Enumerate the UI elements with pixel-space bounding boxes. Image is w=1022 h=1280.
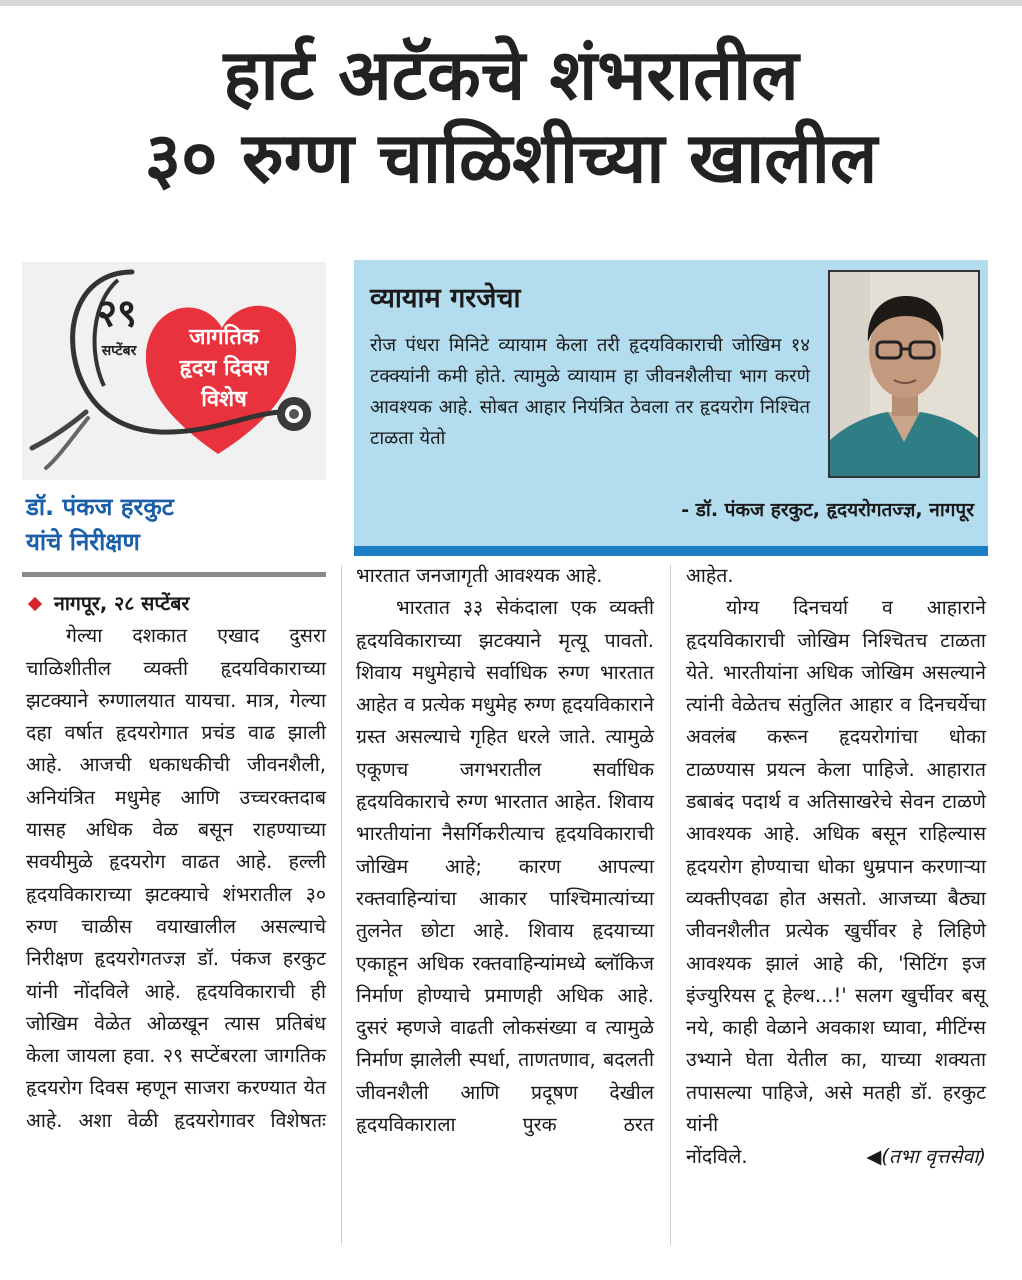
headline (20, 34, 1002, 199)
logo-title-line: जागतिक (189, 325, 259, 350)
article-column-2 (356, 560, 654, 1141)
section-label-line-2: यांचे निरीक्षण (26, 527, 140, 556)
doctor-portrait-image (830, 272, 978, 476)
logo-date-month: सप्टेंबर (101, 343, 137, 359)
info-box-signature: - डॉ. पंकज हरकुट, हृदयरोगतज्ज्ञ, नागपूर (681, 499, 974, 521)
headline-line-1: हार्ट अटॅकचे शंभरातील (223, 34, 799, 116)
dateline (26, 588, 326, 620)
dateline-text: नागपूर, २८ सप्टेंबर (54, 592, 190, 615)
info-box-title: व्यायाम गरजेचा (370, 283, 521, 314)
section-divider (22, 572, 326, 577)
article-paragraph: भारतात ३३ सेकंदाला एक व्यक्ती हृदयविकाराच्या झटक्याने मृत्यू पावतो. शिवाय मधुमेहाचे सर्वाधिक रुग्ण भारतात आहेत व प्रत्येक मधुमेह रुग्ण हृदयविकाराने ग्रस्त असल्याचे गृहित धरले जाते. त्यामुळे एकूणच जगभरातील सर्वाधिक हृदयविकाराचे रुग्ण भारतात आहेत. शिवाय भारतीयांना नैसर्गिकरीत्याच हृदयविकाराची जोखिम आहे; कारण आपल्या रक्तवाहिन्यांचा आकार पाश्चिमात्यांच्या तुलनेत छोटा आहे. शिवाय हृदयाच्या एकाहून अधिक रक्तवाहिन्यांमध्ये ब्लॉकिज निर्माण होण्याचे प्रमाणही अधिक आहे. दुसरं म्हणजे वाढती लोकसंख्या व त्यामुळे निर्माण झालेली स्पर्धा, ताणतणाव, बदलती जीवनशैली आणि प्रदूषण देखील हृदयविकाराला पुरक ठरत (356, 596, 654, 1137)
column-separator (670, 565, 671, 1245)
news-service-credit: ◀(तभा वृत्तसेवा) (866, 1145, 986, 1169)
article-column-1 (26, 588, 326, 1137)
article-paragraph: योग्य दिनचर्या व आहाराने हृदयविकाराची जोखिम निश्चितच टाळता येते. भारतीयांना अधिक जोखिम असल्याने त्यांनी वेळेतच संतुलित आहार व दिनचर्येचा अवलंब करून हृदयरोगांचा धोका टाळण्यास प्रयत्न केला पाहिजे. आहारात डबाबंद पदार्थ व अतिसाखरेचे सेवन टाळणे आवश्यक आहे. अधिक बसून राहिल्यास हृदयरोग होण्याचा धोका धुम्रपान करणाऱ्या व्यक्तीएवढा होत असतो. आजच्या बैठ्या जीवनशैलीत प्रत्येक खुर्चीवर हे लिहिणे आवश्यक झालं आहे की, 'सिटिंग इज इंज्युरियस टू हेल्थ...!' सलग खुर्चीवर बसू नये, काही वेळाने अवकाश घ्यावा, मीटिंग्स उभ्याने घेता येतील का, याच्या शक्यता तपासल्या पाहिजे, असे मतही डॉ. हरकुट यांनी (686, 596, 986, 1137)
article-column-3 (686, 560, 986, 1174)
article-end-text: नोंदविले. (686, 1145, 748, 1169)
column-separator (341, 565, 342, 1245)
article-paragraph-lead: भारतात जनजागृती आवश्यक आहे. (356, 564, 603, 587)
headline-line-2: ३० रुग्ण चाळिशीच्या खालील (144, 116, 878, 199)
section-label (26, 490, 326, 560)
logo-date-number: २९ (97, 291, 137, 335)
article-end-line (686, 1141, 986, 1173)
info-box-body: रोज पंधरा मिनिटे व्यायाम केला तरी हृदयविकाराची जोखिम १४ टक्क्यांनी कमी होते. त्यामुळे व्यायाम हा जीवनशैलीचा भाग करणे आवश्यक आहे. सोबत आहार नियंत्रित ठेवला तर हृदयरोग निश्चित टाळता येतो (370, 335, 810, 449)
info-box-bottom-bar (354, 546, 988, 556)
doctor-photo (828, 270, 980, 478)
article-paragraph: गेल्या दशकात एखाद दुसरा चाळिशीतील व्यक्ती हृदयविकाराच्या झटक्याने रुग्णालयात यायचा. मात्र, गेल्या दहा वर्षात हृदयरोगात प्रचंड वाढ झाली आहे. आजची धकाधकीची जीवनशैली, अनियंत्रित मधुमेह आणि उच्चरक्तदाब यासह अधिक वेळ बसून राहण्याच्या सवयीमुळे हृदयरोग वाढत आहे. हल्ली हृदयविकाराच्या झटक्याचे शंभरातील ३० रुग्ण चाळीस वयाखालील असल्याचे निरीक्षण हृदयरोगतज्ज्ञ डॉ. पंकज हरकुट यांनी नोंदविले आहे. हृदयविकाराची ही जोखिम वेळेत ओळखून त्यास प्रतिबंध केला जायला हवा. २९ सप्टेंबरला जागतिक हृदयरोग दिवस म्हणून साजरा करण्यात येत आहे. अशा वेळी हृदयरोगावर विशेषतः (26, 624, 326, 1132)
red-diamond-icon (28, 597, 42, 611)
logo-title-line: विशेष (201, 387, 247, 413)
section-label-line-1: डॉ. पंकज हरकुट (26, 493, 174, 521)
article-paragraph-lead: आहेत. (686, 564, 734, 587)
logo-title (164, 322, 284, 416)
top-rule (0, 0, 1022, 6)
logo-title-line: हृदय दिवस (179, 356, 269, 382)
